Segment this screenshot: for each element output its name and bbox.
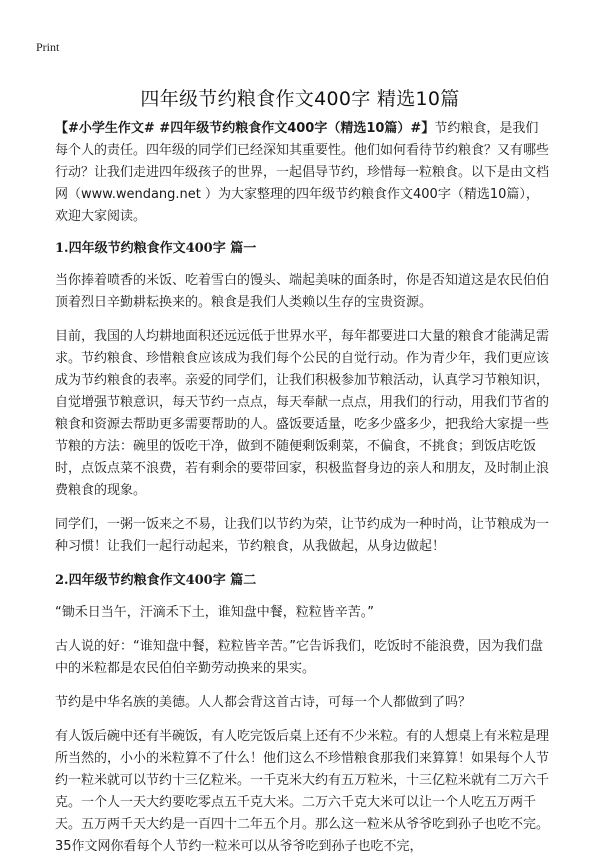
section-2-paragraph: “锄禾日当午，汗滴禾下土，谁知盘中餐，粒粒皆辛苦。” — [55, 605, 374, 620]
article-body — [55, 118, 551, 858]
intro-text: 节约粮食，是我们每个人的责任。四年级的同学们已经深知其重要性。他们如何看待节约粮食？又有哪些行动？让我们走进四年级孩子的世界，一起倡导节约，珍惜每一粒粮食。以下是由文档网（www.wendang.net ）为大家整理的四年级节约粮食作文400字（精选10篇），欢迎大家阅读。 — [55, 121, 550, 224]
section-1-paragraph: 当你捧着喷香的米饭、吃着雪白的馒头、端起美味的面条时，你是否知道这是农民伯伯顶着烈日辛勤耕耘换来的。粮食是我们人类赖以生存的宝贵资源。 — [55, 273, 550, 310]
section-heading-1: 1.四年级节约粮食作文400字 篇一 — [55, 241, 257, 256]
section-1-paragraph: 目前，我国的人均耕地面积还远远低于世界水平，每年都要进口大量的粮食才能满足需求。节约粮食、珍惜粮食应该成为我们每个公民的自觉行动。作为青少年，我们更应该成为节约粮食的表率。亲爱的同学们，让我们积极参加节粮活动，认真学习节粮知识，自觉增强节粮意识，每天节约一点点，每天奉献一点点，用我们的行动，用我们节省的粮食和资源去帮助更多需要帮助的人。盛饭要适量，吃多少盛多少，把我给大家提一些节粮的方法：碗里的饭吃干净，做到不随便剩饭剩菜，不偏食，不挑食；到饭店吃饭时，点饭点菜不浪费，若有剩余的要带回家，积极监督身边的亲人和朋友，及时制止浪费粮食的现象。 — [55, 329, 550, 498]
section-2-paragraph: 古人说的好：“谁知盘中餐，粒粒皆辛苦。”它告诉我们，吃饭时不能浪费，因为我们盘中的米粒都是农民伯伯辛勤劳动换来的果实。 — [55, 639, 543, 676]
section-heading-2: 2.四年级节约粮食作文400字 篇二 — [55, 573, 257, 588]
page-title: 四年级节约粮食作文400字 精选10篇 — [140, 88, 460, 110]
section-2-paragraph: 有人饭后碗中还有半碗饭，有人吃完饭后桌上还有不少米粒。有的人想桌上有米粒是理所当然的，小小的米粒算不了什么！他们这么不珍惜粮食那我们来算算！如果每个人节约一粒米就可以节约十三亿粒米。一千克米大约有五万粒米，十三亿粒米就有二万六千克。一个人一天大约要吃零点五千克大米。二万六千克大米可以让一个人吃五万两千天。五万两千天大约是一百四十二年五个月。那么这一粒米从爷爷吃到孙子也吃不完。35作文网你看每个人节约一粒米可以从爷爷吃到孙子也吃不完， — [55, 729, 550, 854]
section-1-paragraph: 同学们，一粥一饭来之不易，让我们以节约为荣，让节约成为一种时尚，让节粮成为一种习惯！让我们一起行动起来，节约粮食，从我做起，从身边做起！ — [55, 517, 550, 554]
section-2-paragraph: 节约是中华名族的美德。人人都会背这首古诗，可每一个人都做到了吗？ — [55, 695, 472, 710]
print-label: Print — [36, 40, 60, 54]
article-tags: 【#小学生作文# #四年级节约粮食作文400字（精选10篇）#】 — [55, 121, 435, 136]
intro-paragraph — [55, 118, 551, 228]
